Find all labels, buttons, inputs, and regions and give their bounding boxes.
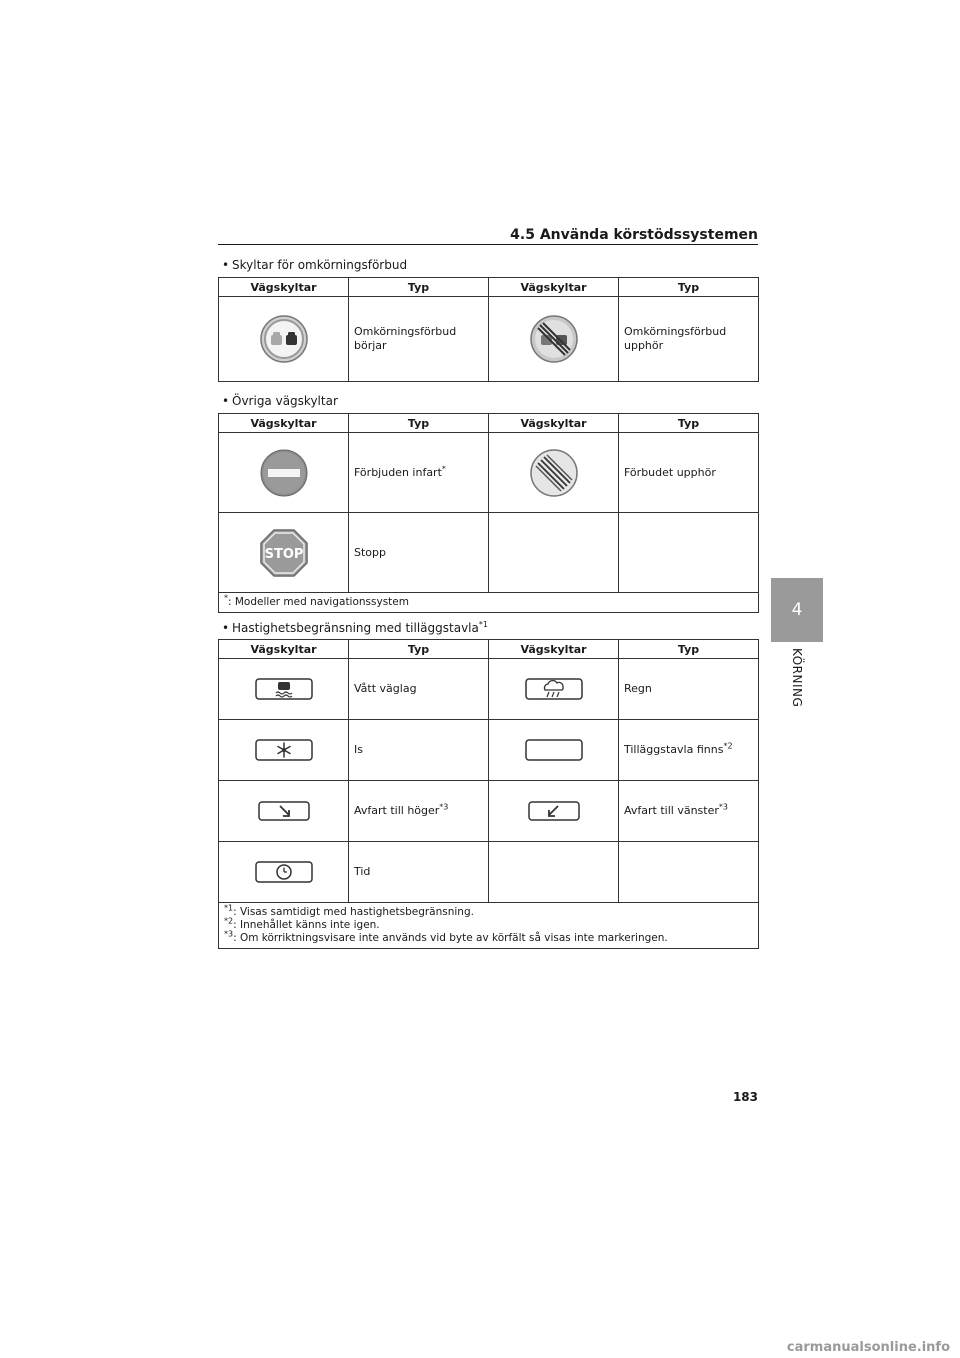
- footnote: [224, 593, 753, 609]
- header-sign: Vägskyltar: [219, 278, 349, 297]
- footnote-mark: *: [224, 593, 228, 603]
- chapter-label-text: KÖRNING: [790, 648, 804, 708]
- table-overtaking: [218, 277, 759, 382]
- bullet-overtaking: • Skyltar för omkörningsförbud: [222, 258, 408, 272]
- type-cell: [619, 659, 759, 720]
- table-header-row: [219, 640, 759, 659]
- table-header-row: [219, 278, 759, 297]
- empty-cell: [489, 513, 619, 593]
- footnote-cell: [219, 903, 759, 949]
- sign-cell: [219, 720, 349, 781]
- table-notes-row: [219, 593, 759, 613]
- watermark: carmanualsonline.info: [786, 1340, 950, 1355]
- end-of-restrictions-sign-icon: [529, 448, 579, 498]
- ice-panel-icon: [255, 739, 313, 761]
- header-type: Typ: [349, 414, 489, 433]
- section-header: [218, 224, 758, 245]
- section-title: 4.5 Använda körstödssystemen: [510, 227, 758, 243]
- sign-cell: [219, 513, 349, 593]
- table-speed: [218, 639, 759, 949]
- type-text: Regn: [624, 682, 652, 695]
- footnote-mark: *2: [224, 916, 234, 926]
- no-overtaking-sign-icon: [259, 314, 309, 364]
- exit-right-panel-icon: [258, 801, 310, 821]
- header-sign: Vägskyltar: [489, 414, 619, 433]
- empty-cell: [489, 842, 619, 903]
- chapter-tab: [771, 578, 823, 642]
- header-type: Typ: [349, 640, 489, 659]
- type-text: Is: [354, 743, 363, 756]
- type-cell: [349, 842, 489, 903]
- type-cell: [349, 433, 489, 513]
- table-row: [219, 842, 759, 903]
- footnote-text: : Innehållet känns inte igen.: [233, 919, 380, 931]
- sign-cell: [489, 433, 619, 513]
- rain-panel-icon: [525, 678, 583, 700]
- header-type: Typ: [619, 640, 759, 659]
- footnote-text: : Om körriktningsvisare inte används vid byte av körfält så visas inte markeringen.: [233, 932, 668, 944]
- wet-road-panel-icon: [255, 678, 313, 700]
- type-cell: [349, 781, 489, 842]
- bullet-other: • Övriga vägskyltar: [222, 394, 338, 408]
- table-notes-row: [219, 903, 759, 949]
- footnote-mark: *3: [718, 802, 728, 812]
- table-row: [219, 433, 759, 513]
- sign-cell: [489, 659, 619, 720]
- header-sign: Vägskyltar: [489, 640, 619, 659]
- header-type: Typ: [619, 414, 759, 433]
- stop-sign-text: STOP: [264, 546, 303, 562]
- sign-cell: [219, 659, 349, 720]
- footnote-mark: *3: [439, 802, 449, 812]
- header-sign: Vägskyltar: [219, 414, 349, 433]
- sign-cell: [219, 781, 349, 842]
- footnote: [224, 929, 753, 945]
- empty-cell: [619, 842, 759, 903]
- stop-sign-icon: [259, 528, 309, 578]
- bullet-speed: • Hastighetsbegränsning med tilläggstavla$^{*1}$: [222, 620, 488, 635]
- page-number: 183: [732, 1090, 758, 1104]
- type-text: Förbjuden infart: [354, 465, 442, 479]
- bullet-speed-text: Hastighetsbegränsning med tilläggstavla: [232, 621, 479, 635]
- type-text: Vått väglag: [354, 682, 417, 695]
- table-row: [219, 720, 759, 781]
- type-cell: [349, 659, 489, 720]
- table-row: [219, 659, 759, 720]
- chapter-label: [771, 648, 823, 718]
- footnote-mark: *: [441, 463, 446, 473]
- type-cell: [619, 720, 759, 781]
- footnote-text: : Visas samtidigt med hastighetsbegränsning.: [233, 906, 474, 918]
- type-cell: [619, 781, 759, 842]
- footnote-mark: *2: [723, 741, 733, 751]
- type-text: Omkörningsförbud upphör: [624, 325, 727, 352]
- empty-cell: [619, 513, 759, 593]
- type-text: Tid: [354, 865, 371, 878]
- time-panel-icon: [255, 861, 313, 883]
- type-text: Avfart till vänster: [624, 804, 719, 817]
- type-text: Avfart till höger: [354, 804, 440, 817]
- type-cell: [349, 297, 489, 382]
- exit-left-panel-icon: [528, 801, 580, 821]
- type-cell: [349, 513, 489, 593]
- footnote-mark: *1: [224, 903, 234, 913]
- footnote-mark: *1: [478, 620, 488, 629]
- end-no-overtaking-sign-icon: [529, 314, 579, 364]
- type-cell: [619, 297, 759, 382]
- type-text: Förbudet upphör: [624, 465, 716, 479]
- type-text: Omkörningsförbud börjar: [354, 325, 457, 352]
- footnote-cell: [219, 593, 759, 613]
- footnote-text: : Modeller med navigationssystem: [228, 596, 409, 608]
- sign-cell: [489, 720, 619, 781]
- chapter-number: 4: [791, 600, 803, 620]
- sign-cell: [489, 781, 619, 842]
- table-other: [218, 413, 759, 613]
- header-type: Typ: [349, 278, 489, 297]
- bullet-other-text: Övriga vägskyltar: [232, 394, 338, 408]
- footnote-mark: *3: [224, 929, 234, 939]
- blank-panel-icon: [525, 739, 583, 761]
- type-text: Stopp: [354, 545, 386, 559]
- type-cell: [349, 720, 489, 781]
- table-row: [219, 781, 759, 842]
- footnote: [224, 903, 753, 919]
- sign-cell: [219, 842, 349, 903]
- table-row: [219, 297, 759, 382]
- type-cell: [619, 433, 759, 513]
- header-sign: Vägskyltar: [489, 278, 619, 297]
- bullet-overtaking-text: Skyltar för omkörningsförbud: [232, 258, 408, 272]
- header-type: Typ: [619, 278, 759, 297]
- sign-cell: [489, 297, 619, 382]
- sign-cell: [219, 297, 349, 382]
- table-header-row: [219, 414, 759, 433]
- no-entry-sign-icon: [259, 448, 309, 498]
- type-text: Tilläggstavla finns: [624, 743, 724, 756]
- table-row: [219, 513, 759, 593]
- footnote: [224, 916, 753, 932]
- header-sign: Vägskyltar: [219, 640, 349, 659]
- sign-cell: [219, 433, 349, 513]
